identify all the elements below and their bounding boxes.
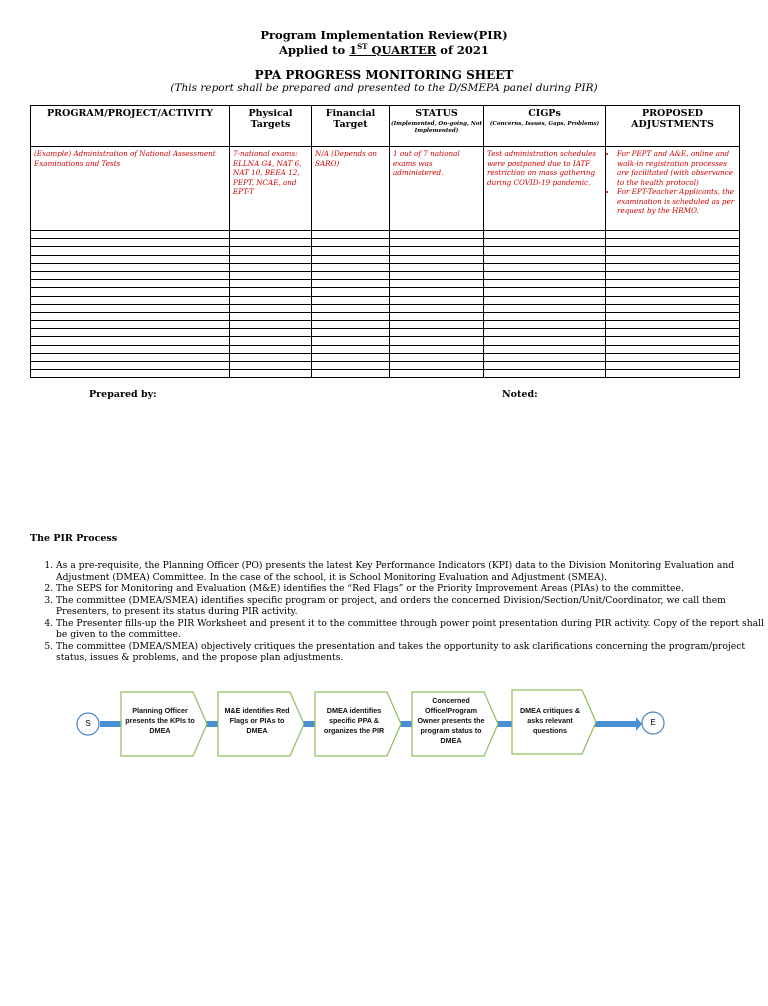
table-cell xyxy=(312,239,390,247)
table-cell xyxy=(390,362,484,370)
document-title: Program Implementation Review(PIR) xyxy=(260,28,508,42)
table-cell xyxy=(606,255,740,263)
table-row xyxy=(31,353,740,361)
table-cell xyxy=(312,353,390,361)
col-program: PROGRAM/PROJECT/ACTIVITY xyxy=(31,106,230,147)
table-row xyxy=(31,271,740,279)
table-cell xyxy=(606,304,740,312)
table-cell xyxy=(230,370,312,378)
table-cell xyxy=(312,296,390,304)
example-physical: 7-national exams: ELLNA G4, NAT 6, NAT 10, BEEA 12, PEPT, NCAE, and EPT-T xyxy=(230,147,312,231)
table-cell xyxy=(606,345,740,353)
table-cell xyxy=(606,353,740,361)
table-row xyxy=(31,304,740,312)
table-cell xyxy=(484,370,606,378)
example-cigps: Test administration schedules were postponed due to IATF restriction on mass gathering during COVID-19 pandemic. xyxy=(484,147,606,231)
flow-box-2-label: M&E identifies Red Flags or PIAs to DMEA xyxy=(224,706,290,735)
table-cell xyxy=(312,329,390,337)
noted-label: Noted: xyxy=(502,389,538,400)
table-cell xyxy=(606,312,740,320)
table-cell xyxy=(31,337,230,345)
process-step: 1. As a pre-requisite, the Planning Officer (PO) presents the latest Key Performance Indicators (KPI) data to the Division Monitoring Evaluation and Adjustment (DMEA) Committee. In the case of the school, it is School Monitoring Evaluation and Adjustment (SMEA). xyxy=(56,560,768,583)
table-cell xyxy=(31,345,230,353)
table-row xyxy=(31,255,740,263)
table-cell xyxy=(484,362,606,370)
example-row xyxy=(31,147,740,231)
table-row xyxy=(31,329,740,337)
process-steps xyxy=(30,560,768,664)
table-cell xyxy=(230,353,312,361)
start-label: S xyxy=(85,719,91,728)
process-step: 2. The SEPS for Monitoring and Evaluation (M&E) identifies the “Red Flags” or the Priority Improvement Areas (PIAs) to the committee. xyxy=(56,583,768,595)
col-status: STATUS (Implemented, On-going, Not Implemented) xyxy=(390,106,484,147)
flow-box-3-label: DMEA identifies specific PPA & organizes the PIR xyxy=(323,706,385,735)
table-cell xyxy=(312,345,390,353)
table-cell xyxy=(484,304,606,312)
table-cell xyxy=(390,263,484,271)
table-cell xyxy=(31,288,230,296)
table-cell xyxy=(31,255,230,263)
col-cigps: CIGPs (Concerns, Issues, Gaps, Problems) xyxy=(484,106,606,147)
subtitle-prefix: Applied to xyxy=(279,42,350,57)
table-cell xyxy=(312,321,390,329)
process-step: 3. The committee (DMEA/SMEA) identifies specific program or project, and orders the concerned Division/Section/Unit/Coordinator, we call them Presenters, to present its status during PIR activity. xyxy=(56,595,768,618)
table-cell xyxy=(606,321,740,329)
table-cell xyxy=(390,312,484,320)
process-title: The PIR Process xyxy=(30,533,118,544)
table-cell xyxy=(390,296,484,304)
table-cell xyxy=(312,271,390,279)
table-cell xyxy=(230,231,312,239)
table-cell xyxy=(31,329,230,337)
table-cell xyxy=(312,370,390,378)
table-cell xyxy=(390,239,484,247)
process-step: 4. The Presenter fills-up the PIR Worksheet and present it to the committee through power point presentation during PIR activity. Copy of the report shall be given to the committee. xyxy=(56,618,768,641)
table-row xyxy=(31,239,740,247)
table-cell xyxy=(390,288,484,296)
table-cell xyxy=(230,345,312,353)
table-cell xyxy=(230,337,312,345)
process-step: 5. The committee (DMEA/SMEA) objectively critiques the presentation and takes the opportunity to ask clarifications concerning the program/project status, issues & problems, and the propose plan adjustments. xyxy=(56,641,768,664)
table-cell xyxy=(606,263,740,271)
table-cell xyxy=(606,329,740,337)
table-cell xyxy=(606,239,740,247)
table-cell xyxy=(230,271,312,279)
table-cell xyxy=(31,239,230,247)
monitoring-table xyxy=(30,105,740,378)
table-cell xyxy=(484,288,606,296)
table-cell xyxy=(606,231,740,239)
example-status: 1 out of 7 national exams was administered. xyxy=(390,147,484,231)
table-row xyxy=(31,321,740,329)
table-row xyxy=(31,288,740,296)
example-financial: N/A (Depends on SARO) xyxy=(312,147,390,231)
table-cell xyxy=(31,263,230,271)
table-cell xyxy=(31,370,230,378)
table-cell xyxy=(484,353,606,361)
table-row xyxy=(31,296,740,304)
col-financial-target: Financial Target xyxy=(312,106,390,147)
table-row xyxy=(31,231,740,239)
table-cell xyxy=(31,321,230,329)
table-cell xyxy=(230,362,312,370)
table-cell xyxy=(312,362,390,370)
table-cell xyxy=(312,231,390,239)
table-header-row xyxy=(31,106,740,147)
example-adjustments xyxy=(606,147,740,231)
table-cell xyxy=(230,312,312,320)
adjustment-item: • For EPT-Teacher Applicants, the examination is scheduled as per request by the HRMO. xyxy=(617,187,736,216)
table-cell xyxy=(390,304,484,312)
example-program: (Example) Administration of National Assessment Examinations and Tests xyxy=(31,147,230,231)
table-cell xyxy=(606,362,740,370)
table-cell xyxy=(390,271,484,279)
flow-box-4-label: Concerned Office/Program Owner presents the program status to DMEA xyxy=(417,696,485,745)
table-row xyxy=(31,247,740,255)
table-cell xyxy=(31,312,230,320)
table-cell xyxy=(390,337,484,345)
table-row xyxy=(31,312,740,320)
table-cell xyxy=(390,321,484,329)
table-cell xyxy=(484,345,606,353)
sheet-note: (This report shall be prepared and presented to the D/SMEPA panel during PIR) xyxy=(170,82,598,94)
adjustment-item: • For PEPT and A&E, online and walk-in registration processes are facilitated (with observance to the health protocol) xyxy=(617,149,736,187)
table-cell xyxy=(390,255,484,263)
table-cell xyxy=(230,280,312,288)
table-cell xyxy=(606,271,740,279)
table-cell xyxy=(484,337,606,345)
quarter-label: 1ST QUARTER xyxy=(349,42,437,57)
table-cell xyxy=(484,231,606,239)
table-cell xyxy=(230,329,312,337)
table-cell xyxy=(390,247,484,255)
table-cell xyxy=(606,296,740,304)
table-cell xyxy=(31,296,230,304)
table-row xyxy=(31,337,740,345)
table-cell xyxy=(484,263,606,271)
table-row xyxy=(31,362,740,370)
table-cell xyxy=(484,321,606,329)
table-cell xyxy=(606,337,740,345)
table-cell xyxy=(390,231,484,239)
table-cell xyxy=(230,288,312,296)
table-cell xyxy=(484,247,606,255)
table-cell xyxy=(312,247,390,255)
col-physical-targets: Physical Targets xyxy=(230,106,312,147)
table-cell xyxy=(31,231,230,239)
flow-box-5-label: DMEA critiques & asks relevant questions xyxy=(519,706,581,735)
table-cell xyxy=(31,247,230,255)
table-cell xyxy=(606,247,740,255)
table-cell xyxy=(31,362,230,370)
table-cell xyxy=(484,296,606,304)
table-cell xyxy=(606,370,740,378)
table-cell xyxy=(484,271,606,279)
table-cell xyxy=(31,353,230,361)
table-cell xyxy=(606,288,740,296)
table-cell xyxy=(31,304,230,312)
table-cell xyxy=(230,239,312,247)
table-cell xyxy=(312,280,390,288)
table-cell xyxy=(312,312,390,320)
table-cell xyxy=(312,263,390,271)
table-cell xyxy=(390,345,484,353)
table-cell xyxy=(390,280,484,288)
table-cell xyxy=(31,271,230,279)
prepared-by-label: Prepared by: xyxy=(89,389,157,400)
table-cell xyxy=(606,280,740,288)
table-cell xyxy=(230,321,312,329)
table-cell xyxy=(312,337,390,345)
table-cell xyxy=(312,288,390,296)
table-cell xyxy=(230,304,312,312)
table-cell xyxy=(312,255,390,263)
table-cell xyxy=(484,329,606,337)
col-adjustments: PROPOSED ADJUSTMENTS xyxy=(606,106,740,147)
table-cell xyxy=(390,329,484,337)
document-subtitle xyxy=(0,42,768,57)
table-cell xyxy=(484,255,606,263)
table-cell xyxy=(484,280,606,288)
table-cell xyxy=(390,353,484,361)
table-cell xyxy=(484,312,606,320)
subtitle-suffix: of 2021 xyxy=(436,42,489,57)
end-label: E xyxy=(650,718,656,727)
sheet-title: PPA PROGRESS MONITORING SHEET xyxy=(254,68,514,82)
table-cell xyxy=(230,247,312,255)
flow-box-1-label: Planning Officer presents the KPIs to DMEA xyxy=(125,706,195,735)
table-cell xyxy=(230,255,312,263)
table-row xyxy=(31,280,740,288)
table-cell xyxy=(390,370,484,378)
table-cell xyxy=(312,304,390,312)
table-cell xyxy=(484,239,606,247)
table-cell xyxy=(31,280,230,288)
process-flow-diagram xyxy=(0,688,768,768)
table-row xyxy=(31,370,740,378)
table-cell xyxy=(230,263,312,271)
table-row xyxy=(31,345,740,353)
table-cell xyxy=(230,296,312,304)
table-row xyxy=(31,263,740,271)
